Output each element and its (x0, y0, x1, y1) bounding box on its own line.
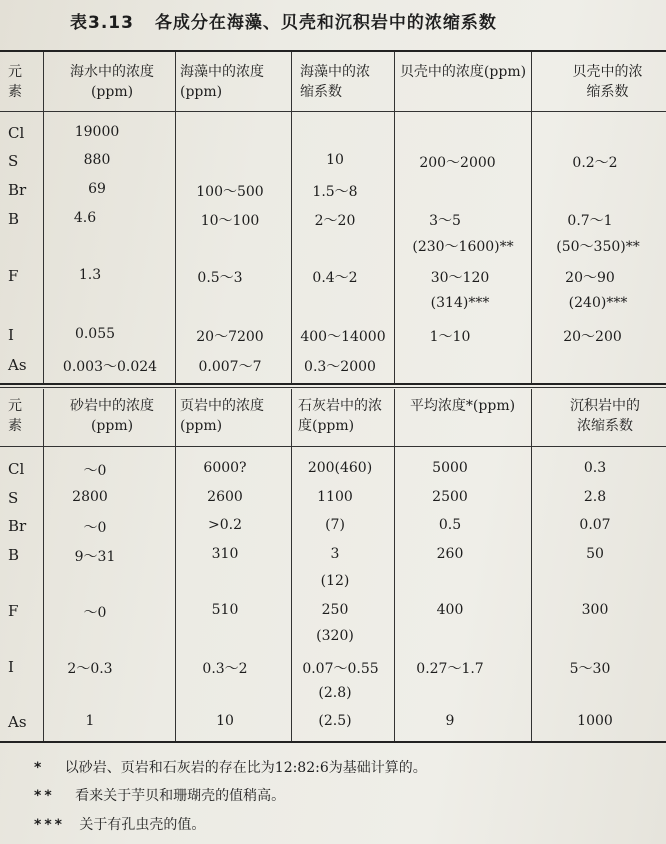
title-prefix: 表 (70, 13, 88, 33)
title-number: 3.13 (88, 13, 134, 33)
table2-cell: (320) (316, 628, 354, 644)
table1-element-cl: Cl (8, 124, 25, 142)
table2-cell: 9～31 (74, 549, 116, 565)
table2-cell: (2.5) (318, 713, 352, 729)
table1-header-shell-conc: 贝壳中的浓度(ppm) (399, 64, 527, 80)
table2-cell: >0.2 (208, 517, 242, 533)
table2-bottom-rule (0, 741, 666, 743)
table-divider-rule (0, 383, 666, 385)
table1-element-i: I (8, 326, 14, 344)
table1-cell: 0.3～2000 (304, 359, 376, 375)
table1-cell: 0.2～2 (572, 155, 618, 171)
table1-element-as: As (8, 356, 27, 374)
table1-header-element: 元素 (8, 64, 22, 100)
footnote-mark: * (34, 760, 45, 776)
table1-element-s: S (8, 152, 19, 170)
table1-cell: 10～100 (200, 213, 260, 229)
table1-cell: 0.003～0.024 (62, 359, 158, 375)
table1-header-algae-factor: 海藻中的浓缩系数 (300, 64, 370, 100)
table1-cell: 10 (326, 152, 344, 168)
table1-cell: (230～1600)** (412, 239, 514, 255)
table2-cell: (2.8) (318, 685, 352, 701)
table1-cell: 200～2000 (419, 155, 496, 171)
table2-cell: 0.5 (438, 517, 462, 533)
table2-element-i: I (8, 658, 14, 676)
table2-cell: (7) (325, 517, 345, 533)
table1-cell: 0.7～1 (567, 213, 613, 229)
table2-cell: 1 (85, 713, 95, 729)
table1-element-b: B (8, 210, 20, 228)
table2-cell: (12) (320, 573, 350, 589)
table1-cell: 20～7200 (196, 329, 264, 345)
table2-cell: 2500 (432, 489, 468, 505)
table1-cell: 3～5 (429, 213, 461, 229)
table2-cell: 300 (581, 602, 609, 618)
table2-cell: 2800 (72, 489, 108, 505)
table1-cell: 2～20 (314, 213, 356, 229)
table2-cell: 2～0.3 (67, 661, 113, 677)
table2-cell: 310 (211, 546, 239, 562)
table2-element-as: As (8, 713, 27, 731)
table2-element-s: S (8, 489, 19, 507)
table2-element-br: Br (8, 517, 27, 535)
table1-header-rule (0, 111, 666, 112)
footnote-3 (34, 814, 205, 834)
table2-element-b: B (8, 546, 20, 564)
table2-cell: 0.27～1.7 (416, 661, 484, 677)
table1-header-algae-conc: 海藻中的浓度(ppm) (180, 64, 264, 100)
table2-cell: 10 (216, 713, 234, 729)
table2-element-f: F (8, 602, 19, 620)
table1-cell: 1～10 (429, 329, 471, 345)
table1-cell: 100～500 (196, 184, 264, 200)
table2-cell: 0.07～0.55 (302, 661, 379, 677)
table1-top-rule (0, 50, 666, 52)
table1-cell: 19000 (74, 124, 120, 140)
table1-cell: 0.4～2 (312, 270, 358, 286)
table2-header-limestone: 石灰岩中的浓度(ppm) (298, 398, 382, 434)
table1-header-shell-factor: 贝壳中的浓缩系数 (572, 64, 643, 100)
table1-cell: 20～200 (563, 329, 622, 345)
table1-cell: (240)*** (568, 295, 628, 311)
table1-cell: 400～14000 (300, 329, 386, 345)
table2-header-sed-factor: 沉积岩中的浓缩系数 (570, 398, 640, 434)
table1-cell: 0.055 (74, 326, 116, 342)
table2-cell: ～0 (83, 463, 107, 479)
table2-cell: 50 (586, 546, 604, 562)
table1-header-seawater: 海水中的浓度(ppm) (70, 64, 154, 100)
table2-cell: 0.3 (583, 460, 607, 476)
table2-cell: 200(460) (307, 460, 373, 476)
table2-cell: 250 (321, 602, 349, 618)
footnote-text: 以砂岩、页岩和石灰岩的存在比为12:82:6为基础计算的。 (64, 760, 427, 776)
table2-cell: 510 (211, 602, 239, 618)
footnote-1 (34, 757, 427, 777)
table2-header-average: 平均浓度*(ppm) (409, 398, 516, 414)
table1-cell: 20～90 (565, 270, 615, 286)
table1-cell: 0.007～7 (198, 359, 262, 375)
table1-cell: 880 (83, 152, 111, 168)
table2-cell: 2.8 (583, 489, 607, 505)
table1-cell: 0.5～3 (197, 270, 243, 286)
table-title (70, 8, 497, 33)
table2-cell: ～0 (83, 520, 107, 536)
table2-header-sandstone: 砂岩中的浓度(ppm) (70, 398, 154, 434)
table1-cell: (50～350)** (556, 239, 640, 255)
table1-element-f: F (8, 267, 19, 285)
table2-element-cl: Cl (8, 460, 25, 478)
table2-cell: 3 (330, 546, 340, 562)
table1-cell: 4.6 (73, 210, 97, 226)
table1-cell: (314)*** (430, 295, 490, 311)
table2-cell: 0.07 (579, 517, 611, 533)
table2-header-element: 元素 (8, 398, 22, 434)
table1-cell: 69 (88, 181, 106, 197)
title-text: 各成分在海藻、贝壳和沉积岩中的浓缩系数 (154, 13, 497, 33)
table2-cell: 9 (445, 713, 455, 729)
table2-cell: 260 (436, 546, 464, 562)
table1-cell: 1.5～8 (312, 184, 358, 200)
table2-cell: 5000 (432, 460, 468, 476)
table2-cell: 5～30 (569, 661, 611, 677)
table2-cell: 2600 (207, 489, 243, 505)
table2-cell: ～0 (83, 605, 107, 621)
footnote-mark: ** (34, 788, 55, 804)
table2-header-rule (0, 446, 666, 447)
table2-cell: 400 (436, 602, 464, 618)
table2-cell: 1000 (577, 713, 613, 729)
footnote-text: 看来关于芋贝和珊瑚壳的值稍高。 (75, 788, 286, 804)
table2-cell: 6000? (203, 460, 247, 476)
footnote-mark: *** (34, 817, 65, 833)
table1-element-br: Br (8, 181, 27, 199)
footnote-2 (34, 785, 285, 805)
table1-cell: 1.3 (78, 267, 102, 283)
table2-cell: 1100 (317, 489, 353, 505)
table1-cell: 30～120 (430, 270, 490, 286)
table2-cell: 0.3～2 (202, 661, 248, 677)
footnote-text: 关于有孔虫壳的值。 (79, 817, 206, 833)
table2-header-shale: 页岩中的浓度(ppm) (180, 398, 264, 434)
